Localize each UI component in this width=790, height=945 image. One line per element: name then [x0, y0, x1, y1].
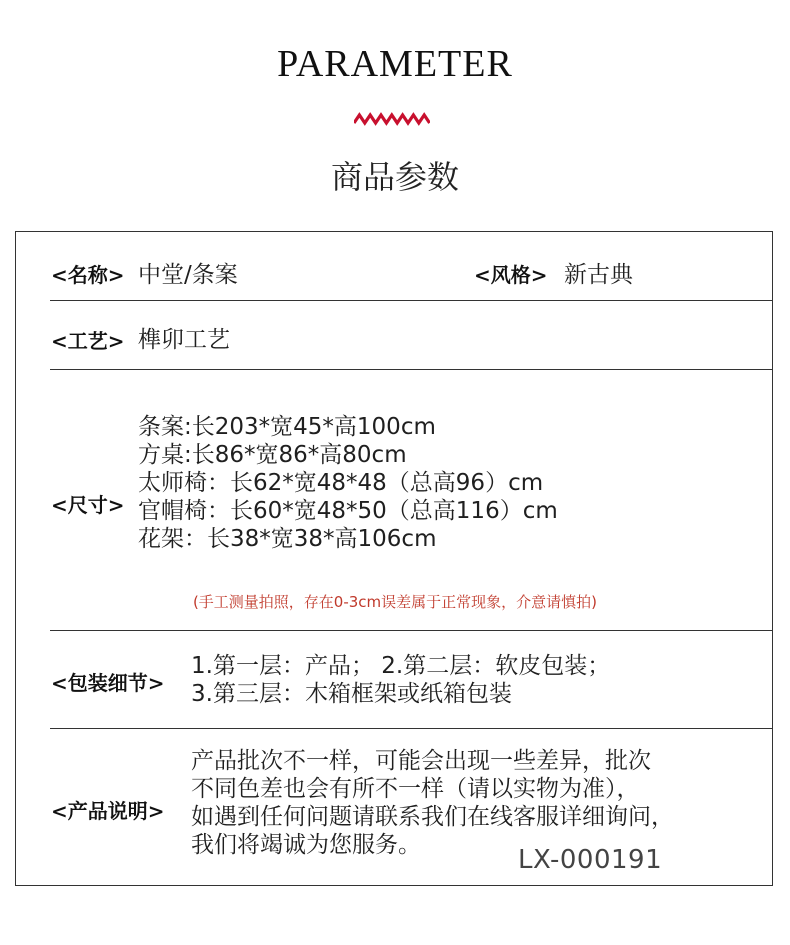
description-label: <产品说明> [51, 799, 165, 823]
packaging-label: <包装细节> [51, 671, 165, 695]
page-subtitle: 商品参数 [330, 158, 459, 196]
size-line: 条案:长203*宽45*高100cm [138, 414, 436, 440]
product-code: LX-000191 [518, 845, 663, 875]
row-divider [50, 369, 772, 370]
size-line: 方桌:长86*宽86*高80cm [138, 442, 407, 468]
description-line: 不同色差也会有所不一样（请以实物为准）， [191, 776, 640, 802]
zigzag-divider-icon [354, 112, 430, 126]
description-line: 如遇到任何问题请联系我们在线客服详细询问， [191, 804, 674, 830]
name-label: <名称> [51, 263, 125, 287]
description-text [191, 747, 674, 859]
craft-label: <工艺> [51, 329, 125, 353]
packaging-list [191, 652, 610, 708]
style-value: 新古典 [564, 262, 633, 288]
size-line: 花架：长38*宽38*高106cm [138, 526, 437, 552]
packaging-line: 1.第一层：产品； 2.第二层：软皮包装； [191, 653, 611, 679]
packaging-line: 3.第三层：木箱框架或纸箱包装 [191, 681, 512, 707]
size-line: 太师椅：长62*宽48*48（总高96）cm [138, 470, 544, 496]
row-divider [50, 728, 772, 729]
style-label: <风格> [474, 263, 548, 287]
row-divider [50, 300, 772, 301]
description-line: 产品批次不一样，可能会出现一些差异，批次 [191, 748, 651, 774]
name-value: 中堂/条案 [138, 262, 238, 288]
size-list [138, 413, 558, 553]
row-divider [50, 630, 772, 631]
page-title: PARAMETER [277, 43, 513, 85]
size-note: (手工测量拍照，存在0-3cm误差属于正常现象，介意请慎拍) [192, 593, 598, 611]
parameter-table [15, 231, 773, 886]
size-label: <尺寸> [51, 493, 125, 517]
description-line: 我们将竭诚为您服务。 [191, 832, 421, 858]
size-line: 官帽椅：长60*宽48*50（总高116）cm [138, 498, 558, 524]
craft-value: 榫卯工艺 [138, 327, 230, 353]
